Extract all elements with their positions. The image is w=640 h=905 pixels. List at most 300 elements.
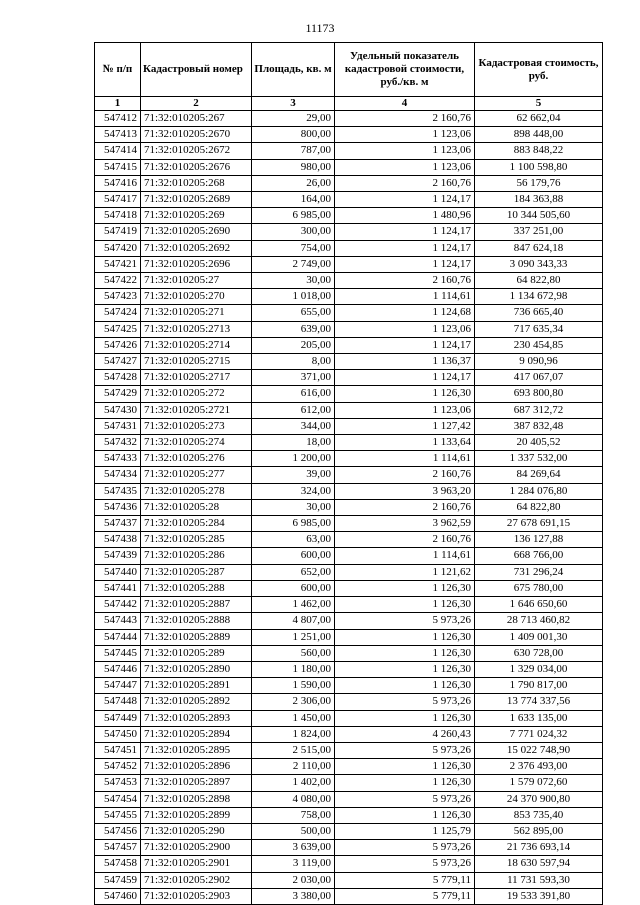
unit-value-cell: 5 973,26 [335, 856, 475, 872]
cadastral-number-cell: 71:32:010205:2893 [141, 710, 252, 726]
row-number-cell: 547435 [95, 483, 141, 499]
area-cell: 1 018,00 [252, 289, 335, 305]
header-area: Площадь, кв. м [252, 43, 335, 97]
area-cell: 560,00 [252, 645, 335, 661]
area-cell: 3 380,00 [252, 888, 335, 904]
cadastral-value-cell: 18 630 597,94 [475, 856, 603, 872]
area-cell: 2 110,00 [252, 759, 335, 775]
unit-value-cell: 1 123,06 [335, 143, 475, 159]
cadastral-value-cell: 883 848,22 [475, 143, 603, 159]
table-row [95, 807, 603, 823]
cadastral-value-cell: 1 579 072,60 [475, 775, 603, 791]
area-cell: 1 180,00 [252, 661, 335, 677]
cadastral-number-cell: 71:32:010205:276 [141, 451, 252, 467]
table-row [95, 888, 603, 904]
cadastral-number-cell: 71:32:010205:2903 [141, 888, 252, 904]
unit-value-cell: 3 962,59 [335, 516, 475, 532]
cadastral-value-cell: 736 665,40 [475, 305, 603, 321]
cadastral-number-cell: 71:32:010205:2890 [141, 661, 252, 677]
cadastral-value-cell: 56 179,76 [475, 175, 603, 191]
table-row [95, 775, 603, 791]
cadastral-value-cell: 717 635,34 [475, 321, 603, 337]
row-number-cell: 547434 [95, 467, 141, 483]
row-number-cell: 547440 [95, 564, 141, 580]
cadastral-number-cell: 71:32:010205:270 [141, 289, 252, 305]
table-row [95, 840, 603, 856]
cadastral-value-cell: 1 633 135,00 [475, 710, 603, 726]
cadastral-value-cell: 387 832,48 [475, 418, 603, 434]
area-cell: 2 030,00 [252, 872, 335, 888]
table-row [95, 726, 603, 742]
area-cell: 300,00 [252, 224, 335, 240]
table-row [95, 402, 603, 418]
header-row [95, 43, 603, 97]
row-number-cell: 547422 [95, 273, 141, 289]
cadastral-number-cell: 71:32:010205:2894 [141, 726, 252, 742]
area-cell: 2 306,00 [252, 694, 335, 710]
area-cell: 787,00 [252, 143, 335, 159]
row-number-cell: 547441 [95, 580, 141, 596]
table-row [95, 337, 603, 353]
cadastral-value-cell: 64 822,80 [475, 499, 603, 515]
cadastral-value-cell: 853 735,40 [475, 807, 603, 823]
unit-value-cell: 5 973,26 [335, 840, 475, 856]
cadastral-number-cell: 71:32:010205:289 [141, 645, 252, 661]
table-row [95, 678, 603, 694]
area-cell: 754,00 [252, 240, 335, 256]
row-number-cell: 547433 [95, 451, 141, 467]
cadastral-number-cell: 71:32:010205:271 [141, 305, 252, 321]
cadastral-number-cell: 71:32:010205:2670 [141, 127, 252, 143]
row-number-cell: 547413 [95, 127, 141, 143]
cadastral-value-cell: 1 790 817,00 [475, 678, 603, 694]
row-number-cell: 547438 [95, 532, 141, 548]
unit-value-cell: 1 114,61 [335, 289, 475, 305]
unit-value-cell: 1 114,61 [335, 548, 475, 564]
table-row [95, 143, 603, 159]
column-number: 4 [335, 97, 475, 111]
table-row [95, 256, 603, 272]
cadastral-number-cell: 71:32:010205:288 [141, 580, 252, 596]
row-number-cell: 547420 [95, 240, 141, 256]
row-number-cell: 547416 [95, 175, 141, 191]
cadastral-value-cell: 19 533 391,80 [475, 888, 603, 904]
cadastral-value-cell: 562 895,00 [475, 823, 603, 839]
area-cell: 324,00 [252, 483, 335, 499]
area-cell: 4 080,00 [252, 791, 335, 807]
row-number-cell: 547456 [95, 823, 141, 839]
table-row [95, 451, 603, 467]
cadastral-number-cell: 71:32:010205:2887 [141, 597, 252, 613]
table-row [95, 321, 603, 337]
unit-value-cell: 1 124,68 [335, 305, 475, 321]
table-row [95, 467, 603, 483]
cadastral-number-cell: 71:32:010205:267 [141, 111, 252, 127]
table-row [95, 354, 603, 370]
cadastral-number-cell: 71:32:010205:2896 [141, 759, 252, 775]
table-row [95, 597, 603, 613]
table-row [95, 694, 603, 710]
area-cell: 1 824,00 [252, 726, 335, 742]
table-row [95, 759, 603, 775]
table-row [95, 159, 603, 175]
header-cadastral-value: Кадастровая стоимость, руб. [475, 43, 603, 97]
table-row [95, 386, 603, 402]
area-cell: 205,00 [252, 337, 335, 353]
unit-value-cell: 2 160,76 [335, 532, 475, 548]
row-number-cell: 547426 [95, 337, 141, 353]
cadastral-number-cell: 71:32:010205:2690 [141, 224, 252, 240]
table-row [95, 710, 603, 726]
cadastral-value-cell: 687 312,72 [475, 402, 603, 418]
cadastral-number-cell: 71:32:010205:278 [141, 483, 252, 499]
unit-value-cell: 1 126,30 [335, 580, 475, 596]
cadastral-number-cell: 71:32:010205:274 [141, 435, 252, 451]
area-cell: 2 749,00 [252, 256, 335, 272]
cadastral-number-cell: 71:32:010205:2714 [141, 337, 252, 353]
row-number-cell: 547451 [95, 742, 141, 758]
unit-value-cell: 5 973,26 [335, 742, 475, 758]
row-number-cell: 547454 [95, 791, 141, 807]
area-cell: 26,00 [252, 175, 335, 191]
cadastral-number-cell: 71:32:010205:2891 [141, 678, 252, 694]
area-cell: 1 590,00 [252, 678, 335, 694]
page-number: 11173 [305, 21, 335, 35]
cadastral-value-cell: 230 454,85 [475, 337, 603, 353]
cadastral-value-cell: 417 067,07 [475, 370, 603, 386]
area-cell: 29,00 [252, 111, 335, 127]
cadastral-value-cell: 675 780,00 [475, 580, 603, 596]
cadastral-value-cell: 1 329 034,00 [475, 661, 603, 677]
row-number-cell: 547437 [95, 516, 141, 532]
cadastral-number-cell: 71:32:010205:2692 [141, 240, 252, 256]
cadastral-value-cell: 898 448,00 [475, 127, 603, 143]
unit-value-cell: 4 260,43 [335, 726, 475, 742]
unit-value-cell: 1 126,30 [335, 759, 475, 775]
table-row [95, 273, 603, 289]
area-cell: 500,00 [252, 823, 335, 839]
cadastral-number-cell: 71:32:010205:2715 [141, 354, 252, 370]
area-cell: 1 462,00 [252, 597, 335, 613]
cadastral-value-cell: 9 090,96 [475, 354, 603, 370]
unit-value-cell: 2 160,76 [335, 273, 475, 289]
row-number-cell: 547436 [95, 499, 141, 515]
unit-value-cell: 1 126,30 [335, 629, 475, 645]
table-row [95, 175, 603, 191]
unit-value-cell: 1 124,17 [335, 256, 475, 272]
cadastral-value-cell: 11 731 593,30 [475, 872, 603, 888]
area-cell: 1 402,00 [252, 775, 335, 791]
row-number-cell: 547460 [95, 888, 141, 904]
area-cell: 4 807,00 [252, 613, 335, 629]
table-row [95, 548, 603, 564]
cadastral-number-cell: 71:32:010205:2897 [141, 775, 252, 791]
unit-value-cell: 2 160,76 [335, 175, 475, 191]
column-number: 2 [141, 97, 252, 111]
cadastral-value-cell: 1 646 650,60 [475, 597, 603, 613]
table-row [95, 483, 603, 499]
row-number-cell: 547443 [95, 613, 141, 629]
row-number-cell: 547455 [95, 807, 141, 823]
row-number-cell: 547453 [95, 775, 141, 791]
unit-value-cell: 1 125,79 [335, 823, 475, 839]
cadastral-value-cell: 1 134 672,98 [475, 289, 603, 305]
row-number-cell: 547448 [95, 694, 141, 710]
cadastral-number-cell: 71:32:010205:284 [141, 516, 252, 532]
area-cell: 3 639,00 [252, 840, 335, 856]
cadastral-number-cell: 71:32:010205:2902 [141, 872, 252, 888]
row-number-cell: 547430 [95, 402, 141, 418]
area-cell: 2 515,00 [252, 742, 335, 758]
table-row [95, 613, 603, 629]
table-row [95, 532, 603, 548]
cadastral-value-cell: 27 678 691,15 [475, 516, 603, 532]
table-row [95, 499, 603, 515]
cadastral-value-cell: 136 127,88 [475, 532, 603, 548]
row-number-cell: 547449 [95, 710, 141, 726]
cadastral-value-cell: 62 662,04 [475, 111, 603, 127]
unit-value-cell: 1 121,62 [335, 564, 475, 580]
cadastral-number-cell: 71:32:010205:287 [141, 564, 252, 580]
cadastral-number-cell: 71:32:010205:28 [141, 499, 252, 515]
cadastral-value-cell: 1 409 001,30 [475, 629, 603, 645]
unit-value-cell: 1 126,30 [335, 678, 475, 694]
unit-value-cell: 1 123,06 [335, 402, 475, 418]
row-number-cell: 547452 [95, 759, 141, 775]
cadastral-number-cell: 71:32:010205:2676 [141, 159, 252, 175]
cadastral-value-cell: 28 713 460,82 [475, 613, 603, 629]
unit-value-cell: 1 124,17 [335, 224, 475, 240]
cadastral-value-cell: 3 090 343,33 [475, 256, 603, 272]
cadastral-number-cell: 71:32:010205:272 [141, 386, 252, 402]
area-cell: 8,00 [252, 354, 335, 370]
row-number-cell: 547459 [95, 872, 141, 888]
table-row [95, 127, 603, 143]
area-cell: 616,00 [252, 386, 335, 402]
unit-value-cell: 1 126,30 [335, 386, 475, 402]
cadastral-number-cell: 71:32:010205:290 [141, 823, 252, 839]
cadastral-number-cell: 71:32:010205:2898 [141, 791, 252, 807]
cadastral-value-cell: 84 269,64 [475, 467, 603, 483]
cadastral-number-cell: 71:32:010205:286 [141, 548, 252, 564]
table-row [95, 661, 603, 677]
unit-value-cell: 2 160,76 [335, 111, 475, 127]
unit-value-cell: 5 973,26 [335, 613, 475, 629]
cadastral-number-cell: 71:32:010205:2888 [141, 613, 252, 629]
cadastral-number-cell: 71:32:010205:285 [141, 532, 252, 548]
unit-value-cell: 1 126,30 [335, 710, 475, 726]
row-number-cell: 547414 [95, 143, 141, 159]
cadastral-number-cell: 71:32:010205:2900 [141, 840, 252, 856]
cadastral-number-cell: 71:32:010205:2717 [141, 370, 252, 386]
table-row [95, 645, 603, 661]
table-row [95, 516, 603, 532]
row-number-cell: 547429 [95, 386, 141, 402]
unit-value-cell: 1 136,37 [335, 354, 475, 370]
unit-value-cell: 3 963,20 [335, 483, 475, 499]
unit-value-cell: 2 160,76 [335, 467, 475, 483]
row-number-cell: 547442 [95, 597, 141, 613]
row-number-cell: 547431 [95, 418, 141, 434]
area-cell: 371,00 [252, 370, 335, 386]
unit-value-cell: 1 124,17 [335, 370, 475, 386]
area-cell: 1 251,00 [252, 629, 335, 645]
area-cell: 63,00 [252, 532, 335, 548]
cadastral-value-cell: 337 251,00 [475, 224, 603, 240]
row-number-cell: 547439 [95, 548, 141, 564]
table-row [95, 435, 603, 451]
cadastral-value-cell: 1 337 532,00 [475, 451, 603, 467]
cadastral-value-cell: 10 344 505,60 [475, 208, 603, 224]
cadastral-number-cell: 71:32:010205:268 [141, 175, 252, 191]
cadastral-value-cell: 731 296,24 [475, 564, 603, 580]
cadastral-number-cell: 71:32:010205:273 [141, 418, 252, 434]
table-row [95, 305, 603, 321]
cadastral-value-cell: 693 800,80 [475, 386, 603, 402]
unit-value-cell: 1 127,42 [335, 418, 475, 434]
column-number-row [95, 97, 603, 111]
area-cell: 600,00 [252, 580, 335, 596]
area-cell: 164,00 [252, 192, 335, 208]
row-number-cell: 547421 [95, 256, 141, 272]
cadastral-number-cell: 71:32:010205:2892 [141, 694, 252, 710]
table-row [95, 418, 603, 434]
area-cell: 655,00 [252, 305, 335, 321]
row-number-cell: 547457 [95, 840, 141, 856]
cadastral-value-cell: 21 736 693,14 [475, 840, 603, 856]
unit-value-cell: 5 779,11 [335, 888, 475, 904]
table-row [95, 111, 603, 127]
unit-value-cell: 1 126,30 [335, 597, 475, 613]
cadastral-number-cell: 71:32:010205:2713 [141, 321, 252, 337]
unit-value-cell: 5 973,26 [335, 694, 475, 710]
cadastral-value-cell: 630 728,00 [475, 645, 603, 661]
unit-value-cell: 1 126,30 [335, 645, 475, 661]
column-number: 1 [95, 97, 141, 111]
area-cell: 6 985,00 [252, 516, 335, 532]
row-number-cell: 547425 [95, 321, 141, 337]
row-number-cell: 547417 [95, 192, 141, 208]
unit-value-cell: 1 123,06 [335, 321, 475, 337]
row-number-cell: 547423 [95, 289, 141, 305]
row-number-cell: 547447 [95, 678, 141, 694]
row-number-cell: 547432 [95, 435, 141, 451]
table-row [95, 224, 603, 240]
cadastral-number-cell: 71:32:010205:269 [141, 208, 252, 224]
area-cell: 6 985,00 [252, 208, 335, 224]
table-row [95, 823, 603, 839]
area-cell: 39,00 [252, 467, 335, 483]
cadastral-number-cell: 71:32:010205:2901 [141, 856, 252, 872]
header-unit-value: Удельный показатель кадастровой стоимости, руб./кв. м [335, 43, 475, 97]
unit-value-cell: 5 779,11 [335, 872, 475, 888]
unit-value-cell: 1 480,96 [335, 208, 475, 224]
area-cell: 600,00 [252, 548, 335, 564]
table-row [95, 629, 603, 645]
row-number-cell: 547450 [95, 726, 141, 742]
cadastral-value-cell: 668 766,00 [475, 548, 603, 564]
cadastral-value-cell: 7 771 024,32 [475, 726, 603, 742]
table-body [95, 111, 603, 905]
table-row [95, 856, 603, 872]
unit-value-cell: 1 123,06 [335, 159, 475, 175]
unit-value-cell: 1 124,17 [335, 240, 475, 256]
row-number-cell: 547412 [95, 111, 141, 127]
area-cell: 800,00 [252, 127, 335, 143]
cadastral-number-cell: 71:32:010205:2696 [141, 256, 252, 272]
cadastral-number-cell: 71:32:010205:2895 [141, 742, 252, 758]
row-number-cell: 547427 [95, 354, 141, 370]
cadastral-number-cell: 71:32:010205:2889 [141, 629, 252, 645]
table-row [95, 240, 603, 256]
column-number: 3 [252, 97, 335, 111]
area-cell: 639,00 [252, 321, 335, 337]
row-number-cell: 547419 [95, 224, 141, 240]
table-row [95, 791, 603, 807]
table-row [95, 742, 603, 758]
row-number-cell: 547418 [95, 208, 141, 224]
unit-value-cell: 1 123,06 [335, 127, 475, 143]
area-cell: 1 450,00 [252, 710, 335, 726]
cadastral-value-cell: 1 284 076,80 [475, 483, 603, 499]
row-number-cell: 547445 [95, 645, 141, 661]
unit-value-cell: 1 124,17 [335, 337, 475, 353]
unit-value-cell: 1 124,17 [335, 192, 475, 208]
cadastral-value-cell: 1 100 598,80 [475, 159, 603, 175]
area-cell: 758,00 [252, 807, 335, 823]
cadastral-value-cell: 24 370 900,80 [475, 791, 603, 807]
cadastral-number-cell: 71:32:010205:2899 [141, 807, 252, 823]
cadastral-value-cell: 64 822,80 [475, 273, 603, 289]
unit-value-cell: 5 973,26 [335, 791, 475, 807]
cadastral-number-cell: 71:32:010205:2689 [141, 192, 252, 208]
area-cell: 18,00 [252, 435, 335, 451]
table-row [95, 208, 603, 224]
area-cell: 1 200,00 [252, 451, 335, 467]
table-row [95, 289, 603, 305]
table-row [95, 580, 603, 596]
row-number-cell: 547446 [95, 661, 141, 677]
area-cell: 652,00 [252, 564, 335, 580]
cadastral-value-cell: 2 376 493,00 [475, 759, 603, 775]
cadastral-number-cell: 71:32:010205:27 [141, 273, 252, 289]
header-row-number: № п/п [95, 43, 141, 97]
cadastral-number-cell: 71:32:010205:2721 [141, 402, 252, 418]
table-row [95, 872, 603, 888]
cadastral-number-cell: 71:32:010205:277 [141, 467, 252, 483]
cadastral-value-cell: 847 624,18 [475, 240, 603, 256]
cadastral-number-cell: 71:32:010205:2672 [141, 143, 252, 159]
area-cell: 612,00 [252, 402, 335, 418]
cadastral-value-cell: 13 774 337,56 [475, 694, 603, 710]
cadastral-table [94, 42, 603, 905]
header-cadastral-number: Кадастровый номер [141, 43, 252, 97]
area-cell: 3 119,00 [252, 856, 335, 872]
cadastral-value-cell: 15 022 748,90 [475, 742, 603, 758]
area-cell: 344,00 [252, 418, 335, 434]
row-number-cell: 547428 [95, 370, 141, 386]
table-row [95, 192, 603, 208]
row-number-cell: 547444 [95, 629, 141, 645]
unit-value-cell: 1 133,64 [335, 435, 475, 451]
row-number-cell: 547415 [95, 159, 141, 175]
table-row [95, 564, 603, 580]
cadastral-value-cell: 20 405,52 [475, 435, 603, 451]
unit-value-cell: 1 126,30 [335, 807, 475, 823]
unit-value-cell: 1 126,30 [335, 775, 475, 791]
row-number-cell: 547424 [95, 305, 141, 321]
table-row [95, 370, 603, 386]
